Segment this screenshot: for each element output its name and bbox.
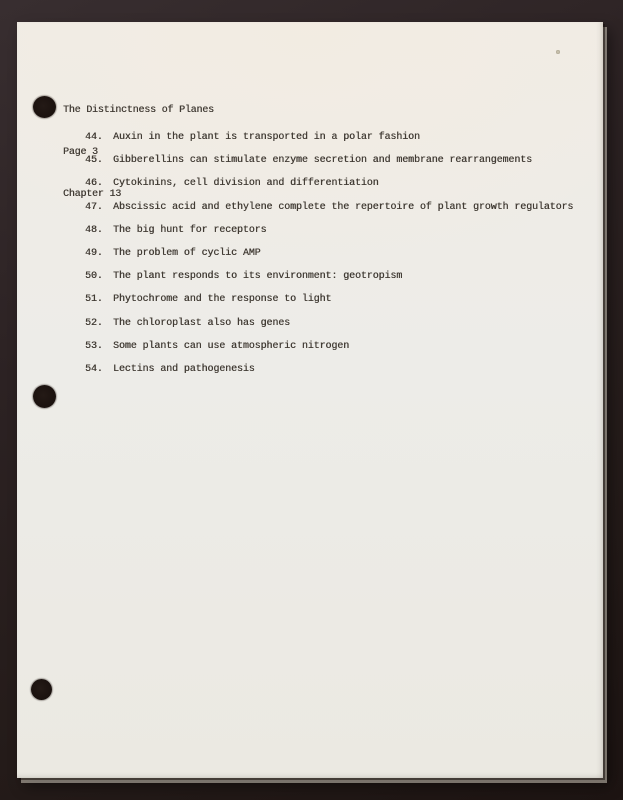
list-item [85, 242, 573, 265]
item-number: 44. [85, 132, 103, 143]
item-text: The big hunt for receptors [113, 224, 267, 236]
item-number: 51. [85, 294, 103, 306]
item-number: 46. [85, 178, 103, 190]
document-page [17, 22, 603, 778]
list-item [85, 265, 573, 288]
item-text: The problem of cyclic AMP [113, 247, 261, 259]
list-item [85, 149, 573, 172]
item-number: 53. [85, 340, 103, 352]
item-text: Some plants can use atmospheric nitrogen [113, 340, 350, 352]
item-text: The plant responds to its environment: geotropism [113, 271, 403, 283]
list-item [85, 196, 573, 219]
list-item [85, 219, 573, 242]
topic-list [85, 126, 573, 381]
item-number: 52. [85, 317, 103, 329]
list-item [85, 172, 573, 195]
chapter-label: Chapter 13 [63, 189, 122, 200]
item-text: Auxin in the plant is transported in a polar fashion [113, 132, 420, 143]
item-number: 45. [85, 155, 103, 167]
list-item [85, 288, 573, 311]
item-text: The chloroplast also has genes [113, 317, 291, 329]
paper-speck [556, 50, 560, 54]
item-text: Lectins and pathogenesis [113, 363, 255, 375]
item-number: 48. [85, 224, 103, 236]
punch-hole-top [33, 96, 56, 118]
item-number: 54. [85, 363, 103, 375]
list-item [85, 126, 573, 149]
item-text: Phytochrome and the response to light [113, 294, 332, 306]
item-number: 47. [85, 201, 103, 213]
item-number: 50. [85, 271, 103, 283]
punch-hole-bottom [31, 679, 52, 700]
item-number: 49. [85, 247, 103, 259]
list-item [85, 335, 573, 358]
item-text: Cytokinins, cell division and differentiation [113, 178, 379, 190]
list-item [85, 358, 573, 381]
list-item [85, 312, 573, 335]
page-number-label: Page 3 [63, 147, 98, 158]
item-text: Abscissic acid and ethylene complete the repertoire of plant growth regulators [113, 201, 574, 213]
document-title: The Distinctness of Planes [63, 105, 214, 116]
item-text: Gibberellins can stimulate enzyme secretion and membrane rearrangements [113, 155, 532, 167]
punch-hole-middle [33, 385, 56, 408]
